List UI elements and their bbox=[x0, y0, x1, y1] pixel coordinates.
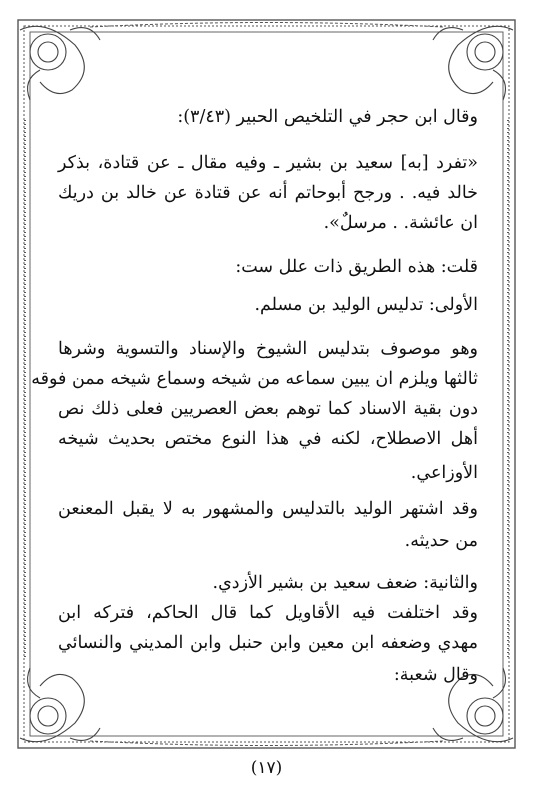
text-line-16: مهدي وضعفه ابن معين وابن حنبل وابن المديني والنسائي bbox=[58, 633, 478, 653]
text-line-7: وهو موصوف بتدليس الشيوخ والإسناد والتسوية وشرها bbox=[58, 339, 478, 359]
text-line-4: ان عائشة. . مرسلٌ». bbox=[323, 213, 478, 233]
text-line-11: الأوزاعي. bbox=[410, 463, 478, 483]
text-line-1: وقال ابن حجر في التلخيص الحبير (٣/٤٣): bbox=[177, 107, 478, 127]
text-line-12: وقد اشتهر الوليد بالتدليس والمشهور به لا يقبل المعنعن bbox=[58, 499, 478, 519]
corner-ornament-top-left bbox=[20, 26, 100, 100]
text-line-15: وقد اختلفت فيه الأقاويل كما قال الحاكم، فتركه ابن bbox=[58, 603, 478, 623]
text-line-5: قلت: هذه الطريق ذات علل ست: bbox=[235, 257, 478, 277]
corner-ornament-top-right bbox=[433, 26, 513, 100]
text-line-6: الأولى: تدليس الوليد بن مسلم. bbox=[254, 295, 478, 315]
text-line-13: من حديثه. bbox=[404, 531, 478, 551]
text-line-2: «تفرد [به] سعيد بن بشير ـ وفيه مقال ـ عن قتادة، بذكر bbox=[58, 153, 478, 173]
text-line-14: والثانية: ضعف سعيد بن بشير الأزدي. bbox=[212, 573, 478, 593]
corner-ornament-bottom-left bbox=[20, 668, 100, 742]
page-number: (١٧) bbox=[250, 758, 283, 778]
text-line-8: ثالثها ويلزم ان يبين سماعه من شيخه وسماع شيخه ممن فوقه bbox=[31, 369, 478, 389]
text-line-3: خالد فيه. . ورجح أبوحاتم أنه عن قتادة عن خالد بن دريك bbox=[58, 183, 478, 203]
text-line-10: أهل الاصطلاح، لكنه في هذا النوع مختص بحديث شيخه bbox=[58, 429, 478, 449]
text-line-9: دون بقية الاسناد كما توهم بعض العصريين فعلى ذلك نص bbox=[58, 399, 478, 419]
text-line-17: وقال شعبة: bbox=[393, 665, 478, 685]
